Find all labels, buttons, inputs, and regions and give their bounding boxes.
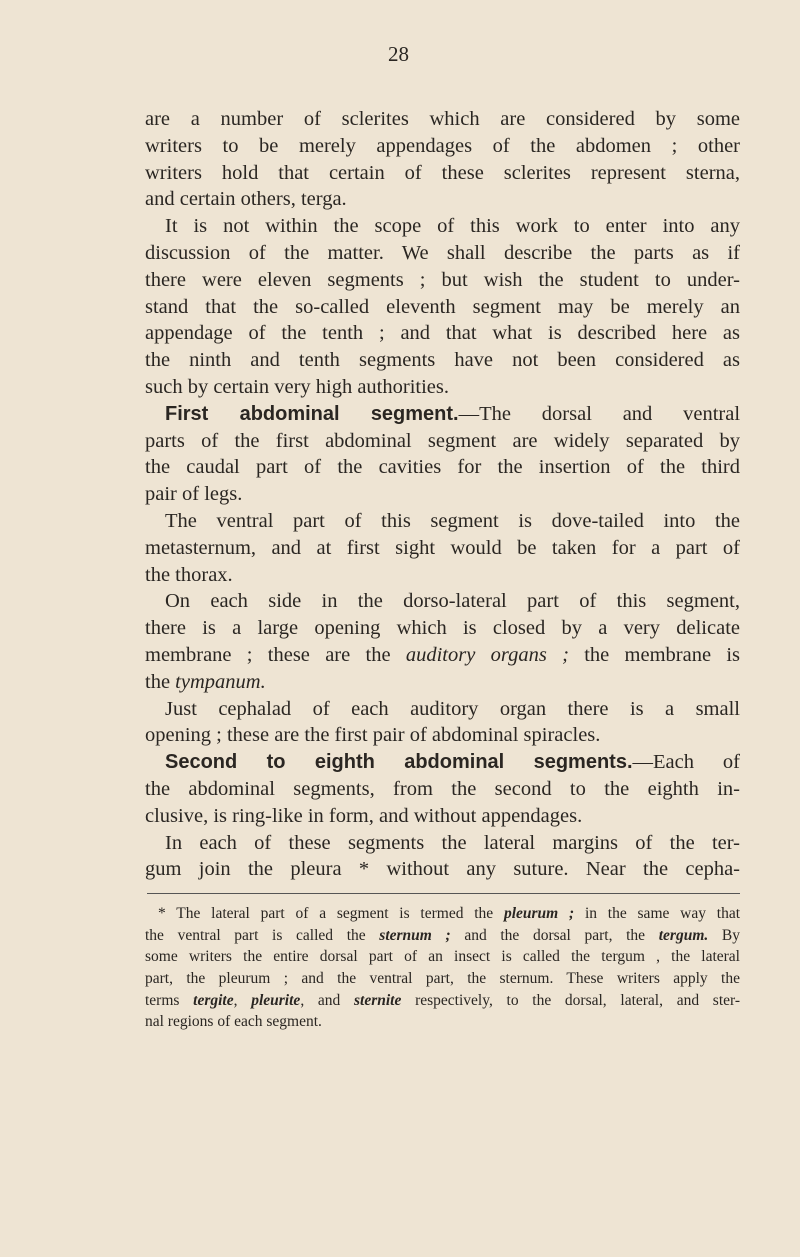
emphasized-term: tympanum. — [175, 670, 266, 693]
footnote-line — [145, 903, 740, 925]
body-line — [145, 481, 740, 508]
text-run: It is not within the scope of this work to enter into any — [165, 215, 740, 238]
text-run: By — [708, 926, 740, 944]
text-run: there were eleven segments ; but wish the student to under- — [145, 268, 740, 291]
body-line — [145, 856, 740, 883]
text-run: writers to be merely appendages of the abdomen ; other — [145, 134, 740, 157]
footnote-line — [145, 925, 740, 947]
footnote-line — [145, 1011, 740, 1033]
body-line — [145, 347, 740, 374]
text-run: the thorax. — [145, 563, 233, 586]
body-line — [145, 830, 740, 857]
text-run: metasternum, and at first sight would be taken for a part of — [145, 536, 740, 559]
text-run: some writers the entire dorsal part of an insect is called the tergum , the lateral — [145, 948, 740, 966]
text-run: writers hold that certain of these sclerites represent sterna, — [145, 161, 740, 184]
text-run: On each side in the dorso-lateral part of this segment, — [165, 590, 740, 613]
page-number: 28 — [388, 42, 409, 66]
text-run: the membrane is — [568, 643, 740, 666]
text-run: respectively, to the dorsal, lateral, and ster- — [401, 991, 740, 1009]
text-run: In each of these segments the lateral margins of the ter- — [165, 831, 740, 854]
text-run: the ventral part is called the — [145, 926, 380, 944]
body-line — [145, 696, 740, 723]
body-line — [145, 669, 740, 696]
text-run: in the same way that — [574, 905, 740, 922]
body-line — [145, 267, 740, 294]
body-line — [145, 615, 740, 642]
footnote-line — [145, 946, 740, 968]
body-line — [145, 508, 740, 535]
text-run: * The lateral part of a segment is termed the — [158, 905, 504, 922]
body-line — [145, 213, 740, 240]
text-run: pair of legs. — [145, 483, 243, 506]
text-run: clusive, is ring-like in form, and without appendages. — [145, 804, 583, 827]
body-line — [145, 803, 740, 830]
section-heading: First abdominal segment. — [165, 402, 459, 425]
text-run: nal regions of each segment. — [145, 1013, 322, 1031]
body-line — [145, 776, 740, 803]
text-run: parts of the first abdominal segment are widely separated by — [145, 429, 740, 452]
text-run: the caudal part of the cavities for the insertion of the third — [145, 456, 740, 479]
emphasized-term: sternum ; — [379, 926, 451, 944]
emphasized-term: auditory organs ; — [405, 643, 569, 666]
text-run: membrane ; these are the — [145, 643, 406, 666]
text-run: part, the pleurum ; and the ventral part, the sternum. These writers apply the — [145, 970, 740, 988]
footnote-divider — [147, 893, 740, 894]
text-run: the ninth and tenth segments have not been considered as — [145, 349, 740, 372]
body-line — [145, 562, 740, 589]
emphasized-term: pleurum ; — [503, 905, 575, 922]
text-run: —Each of — [632, 751, 740, 774]
text-run: Just cephalad of each auditory organ there is a small — [165, 697, 740, 720]
emphasized-term: tergum. — [658, 926, 709, 944]
body-line — [145, 133, 740, 160]
text-run: , and — [300, 991, 354, 1009]
footnote-line — [145, 968, 740, 990]
emphasized-term: tergite — [193, 991, 234, 1009]
text-run: appendage of the tenth ; and that what is described here as — [145, 322, 740, 345]
text-run: and certain others, terga. — [145, 188, 347, 211]
body-line — [145, 428, 740, 455]
text-run: discussion of the matter. We shall describe the parts as if — [145, 241, 740, 264]
text-run: The ventral part of this segment is dove-tailed into the — [165, 509, 740, 532]
body-line — [145, 320, 740, 347]
body-line — [145, 240, 740, 267]
emphasized-term: pleurite — [251, 991, 301, 1009]
text-run: the abdominal segments, from the second to the eighth in- — [145, 777, 740, 800]
body-line — [145, 454, 740, 481]
footnote — [145, 903, 740, 1033]
text-run: gum join the pleura * without any suture. Near the cepha- — [145, 858, 740, 881]
text-run: terms — [145, 991, 194, 1009]
text-run: —The dorsal and ventral — [458, 402, 740, 425]
text-run: are a number of sclerites which are considered by some — [145, 108, 740, 130]
body-line — [145, 294, 740, 321]
body-line — [145, 160, 740, 187]
body-line — [145, 588, 740, 615]
footnote-line — [145, 990, 740, 1012]
body-line — [145, 186, 740, 213]
text-run: opening ; these are the first pair of abdominal spiracles. — [145, 724, 601, 747]
text-run: stand that the so-called eleventh segment may be merely an — [145, 295, 740, 318]
text-run: there is a large opening which is closed by a very delicate — [145, 617, 740, 640]
body-line — [145, 374, 740, 401]
body-line — [145, 535, 740, 562]
body-line — [145, 106, 740, 133]
emphasized-term: sternite — [353, 991, 402, 1009]
body-line — [145, 642, 740, 669]
text-run: and the dorsal part, the — [450, 926, 659, 944]
section-heading: Second to eighth abdominal segments. — [165, 751, 633, 774]
body-line — [145, 749, 740, 776]
text-run: , — [233, 991, 252, 1009]
body-line — [145, 722, 740, 749]
body-line — [145, 401, 740, 428]
text-run: such by certain very high authorities. — [145, 375, 449, 398]
text-run: the — [145, 670, 176, 693]
body-text — [145, 106, 740, 883]
